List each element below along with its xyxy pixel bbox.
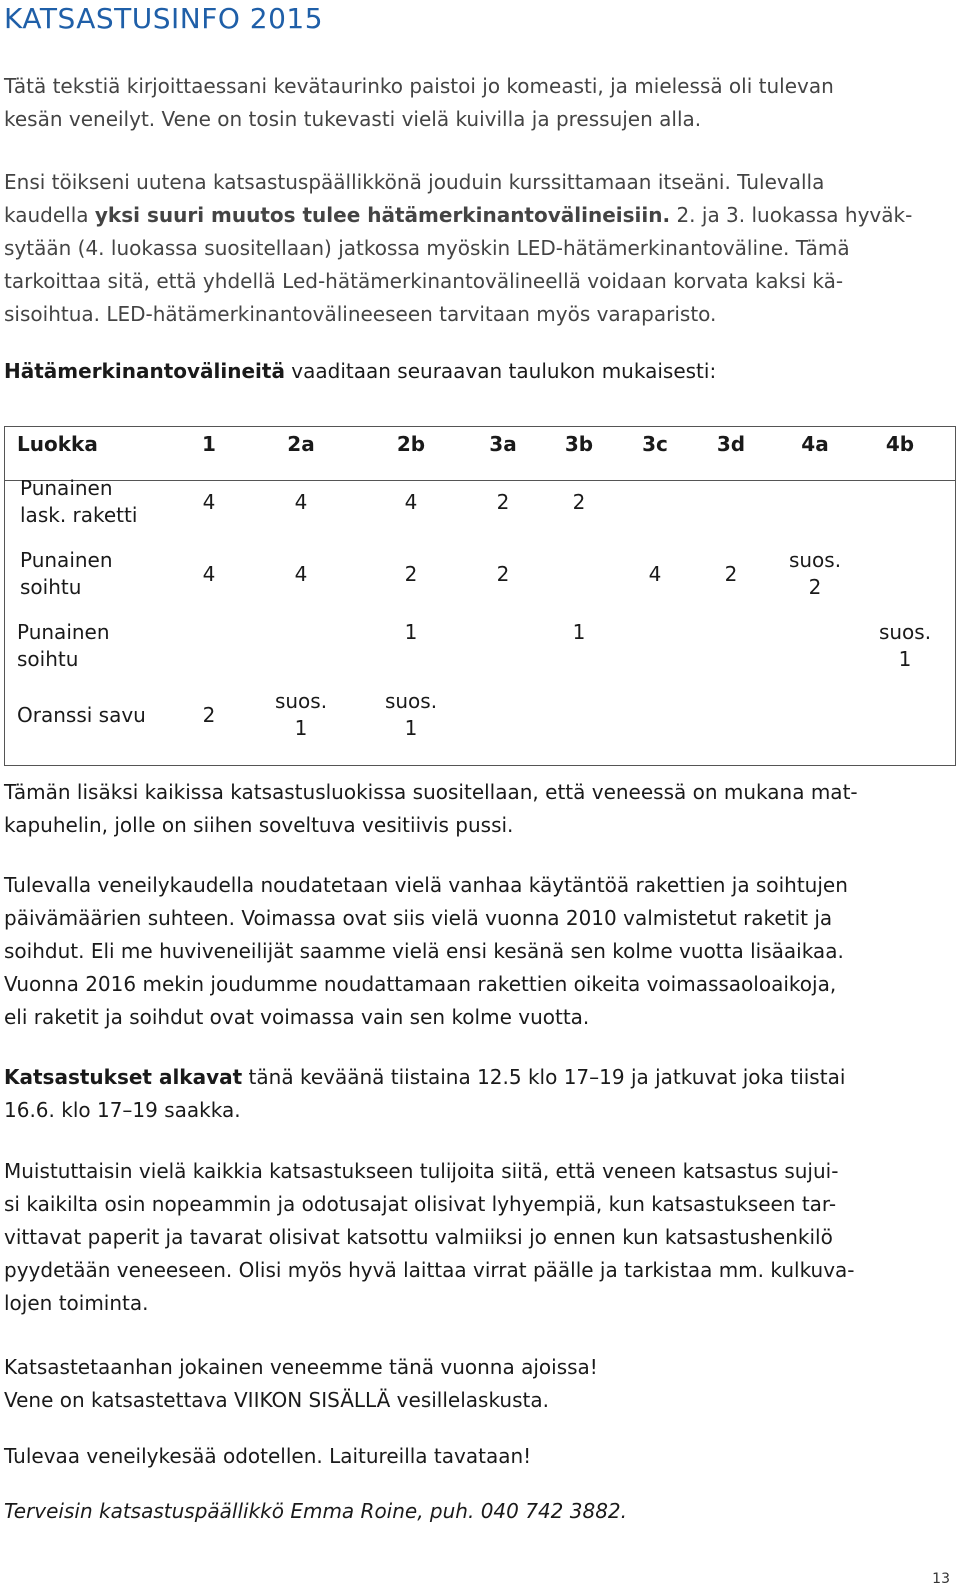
inspection-paragraph: Katsastetaanhan jokainen veneemme tänä vuonna ajoissa! Vene on katsastettava VIIKON SISÄLLÄ vesillelaskusta.: [4, 1355, 598, 1412]
table-cell: 4: [404, 490, 418, 514]
table-cell: suos.: [788, 548, 842, 572]
page-number: 13: [932, 1571, 950, 1587]
table-row-label: Oranssi savu: [17, 703, 146, 727]
requirements-table: [4, 426, 956, 766]
table-cell: 1: [294, 716, 308, 740]
table-cell: 1: [572, 620, 586, 644]
schedule-paragraph: Katsastukset alkavat tänä keväänä tiistaina 12.5 klo 17–19 ja jatkuvat joka tiistai 16.6. klo 17–19 saakka.: [4, 1065, 846, 1122]
table-intro: Hätämerkinantovälineitä vaaditaan seuraavan taulukon mukaisesti:: [4, 359, 717, 383]
table-row-label: lask. raketti: [20, 503, 138, 527]
table-cell: 2: [808, 575, 822, 599]
schedule-bold: Katsastukset alkavat: [4, 1065, 243, 1089]
intro-paragraph: [4, 70, 948, 136]
table-cell: 2: [496, 490, 510, 514]
table-cell: 4: [202, 490, 216, 514]
changes-highlight: yksi suuri muutos tulee hätämerkinantovälineisiin.: [94, 203, 671, 227]
table-cell: suos.: [274, 689, 328, 713]
table-header-cell: 3a: [489, 432, 517, 456]
changes-line: tarkoittaa sitä, että yhdellä Led-hätämerkinantovälineellä voidaan korvata kaksi kä-: [4, 269, 844, 293]
table-row-label: soihtu: [20, 575, 82, 599]
table-row-label: Punainen: [20, 548, 113, 572]
changes-line: kaudella yksi suuri muutos tulee hätämerkinantovälineisiin. 2. ja 3. luokassa hyväk-: [4, 203, 913, 227]
table-header-cell: 1: [202, 432, 216, 456]
table-header-cell: 2b: [396, 432, 426, 456]
changes-line: Ensi töikseni uutena katsastuspäällikkönä jouduin kurssittamaan itseäni. Tulevalla: [4, 170, 825, 194]
table-header-cell: 2a: [287, 432, 315, 456]
table-header-cell: 4a: [801, 432, 829, 456]
reminder-paragraph: Muistuttaisin vielä kaikkia katsastukseen tulijoita siitä, että veneen katsastus sujui- si kaikilta osin nopeammin ja odotusajat olisivat lyhyempiä, kun katsastukseen tar- vittavat paperit ja tavarat olisivat katsottu valmiiksi jo ennen kun katsastushenkilö pyydetään veneeseen. Olisi myös hyvä laittaa virrat päälle ja tarkistaa mm. kulkuva- lojen toiminta.: [4, 1159, 855, 1315]
table-cell: suos.: [878, 620, 932, 644]
table-header-cell: Luokka: [17, 432, 98, 456]
changes-paragraph: [4, 166, 948, 331]
table-cell: 4: [294, 490, 308, 514]
table-header-cell: 3d: [716, 432, 746, 456]
recommendation-paragraph: Tämän lisäksi kaikissa katsastusluokissa suositellaan, että veneessä on mukana mat- kapuhelin, jolle on siihen soveltuva vesitiivis pussi.: [4, 780, 858, 837]
table-row-label: Punainen: [17, 620, 110, 644]
page-title: KATSASTUSINFO 2015: [4, 2, 324, 35]
table-cell: 1: [898, 647, 912, 671]
dates-paragraph: Tulevalla veneilykaudella noudatetaan vielä vanhaa käytäntöä rakettien ja soihtujen päivämäärien suhteen. Voimassa ovat siis vielä vuonna 2010 valmistetut raketit ja soihdut. Eli me huviveneilijät saamme vielä ensi kesänä sen kolme vuotta lisäaikaa. Vuonna 2016 mekin joudumme noudattamaan rakettien oikeita voimassaoloaikoja, eli raketit ja soihdut ovat voimassa vain sen kolme vuotta.: [4, 873, 848, 1029]
table-row-label: Punainen: [20, 476, 113, 500]
table-cell: 1: [404, 716, 418, 740]
table-intro-bold: Hätämerkinantovälineitä: [4, 359, 285, 383]
table-row-label: soihtu: [17, 647, 79, 671]
table-cell: 2: [724, 562, 738, 586]
changes-line: sytään (4. luokassa suositellaan) jatkossa myöskin LED-hätämerkinantoväline. Tämä: [4, 236, 850, 260]
changes-line: sisoihtua. LED-hätämerkinantovälineeseen tarvitaan myös varaparisto.: [4, 302, 717, 326]
table-cell: 4: [294, 562, 308, 586]
intro-line: Tätä tekstiä kirjoittaessani kevätaurinko paistoi jo komeasti, ja mielessä oli tulevan: [4, 74, 834, 98]
table-cell: 2: [202, 703, 216, 727]
table-cell: suos.: [384, 689, 438, 713]
intro-line: kesän veneilyt. Vene on tosin tukevasti vielä kuivilla ja pressujen alla.: [4, 107, 702, 131]
table-header-cell: 4b: [885, 432, 915, 456]
closing-paragraph: Tulevaa veneilykesää odotellen. Laitureilla tavataan!: [4, 1444, 532, 1468]
signature: Terveisin katsastuspäällikkö Emma Roine, puh. 040 742 3882.: [4, 1499, 628, 1523]
table-header-cell: 3c: [642, 432, 668, 456]
table-cell: 4: [648, 562, 662, 586]
table-cell: 2: [496, 562, 510, 586]
header-divider: [5, 480, 955, 481]
table-cell: 2: [572, 490, 586, 514]
table-cell: 1: [404, 620, 418, 644]
table-header-cell: 3b: [564, 432, 594, 456]
table-cell: 4: [202, 562, 216, 586]
table-cell: 2: [404, 562, 418, 586]
